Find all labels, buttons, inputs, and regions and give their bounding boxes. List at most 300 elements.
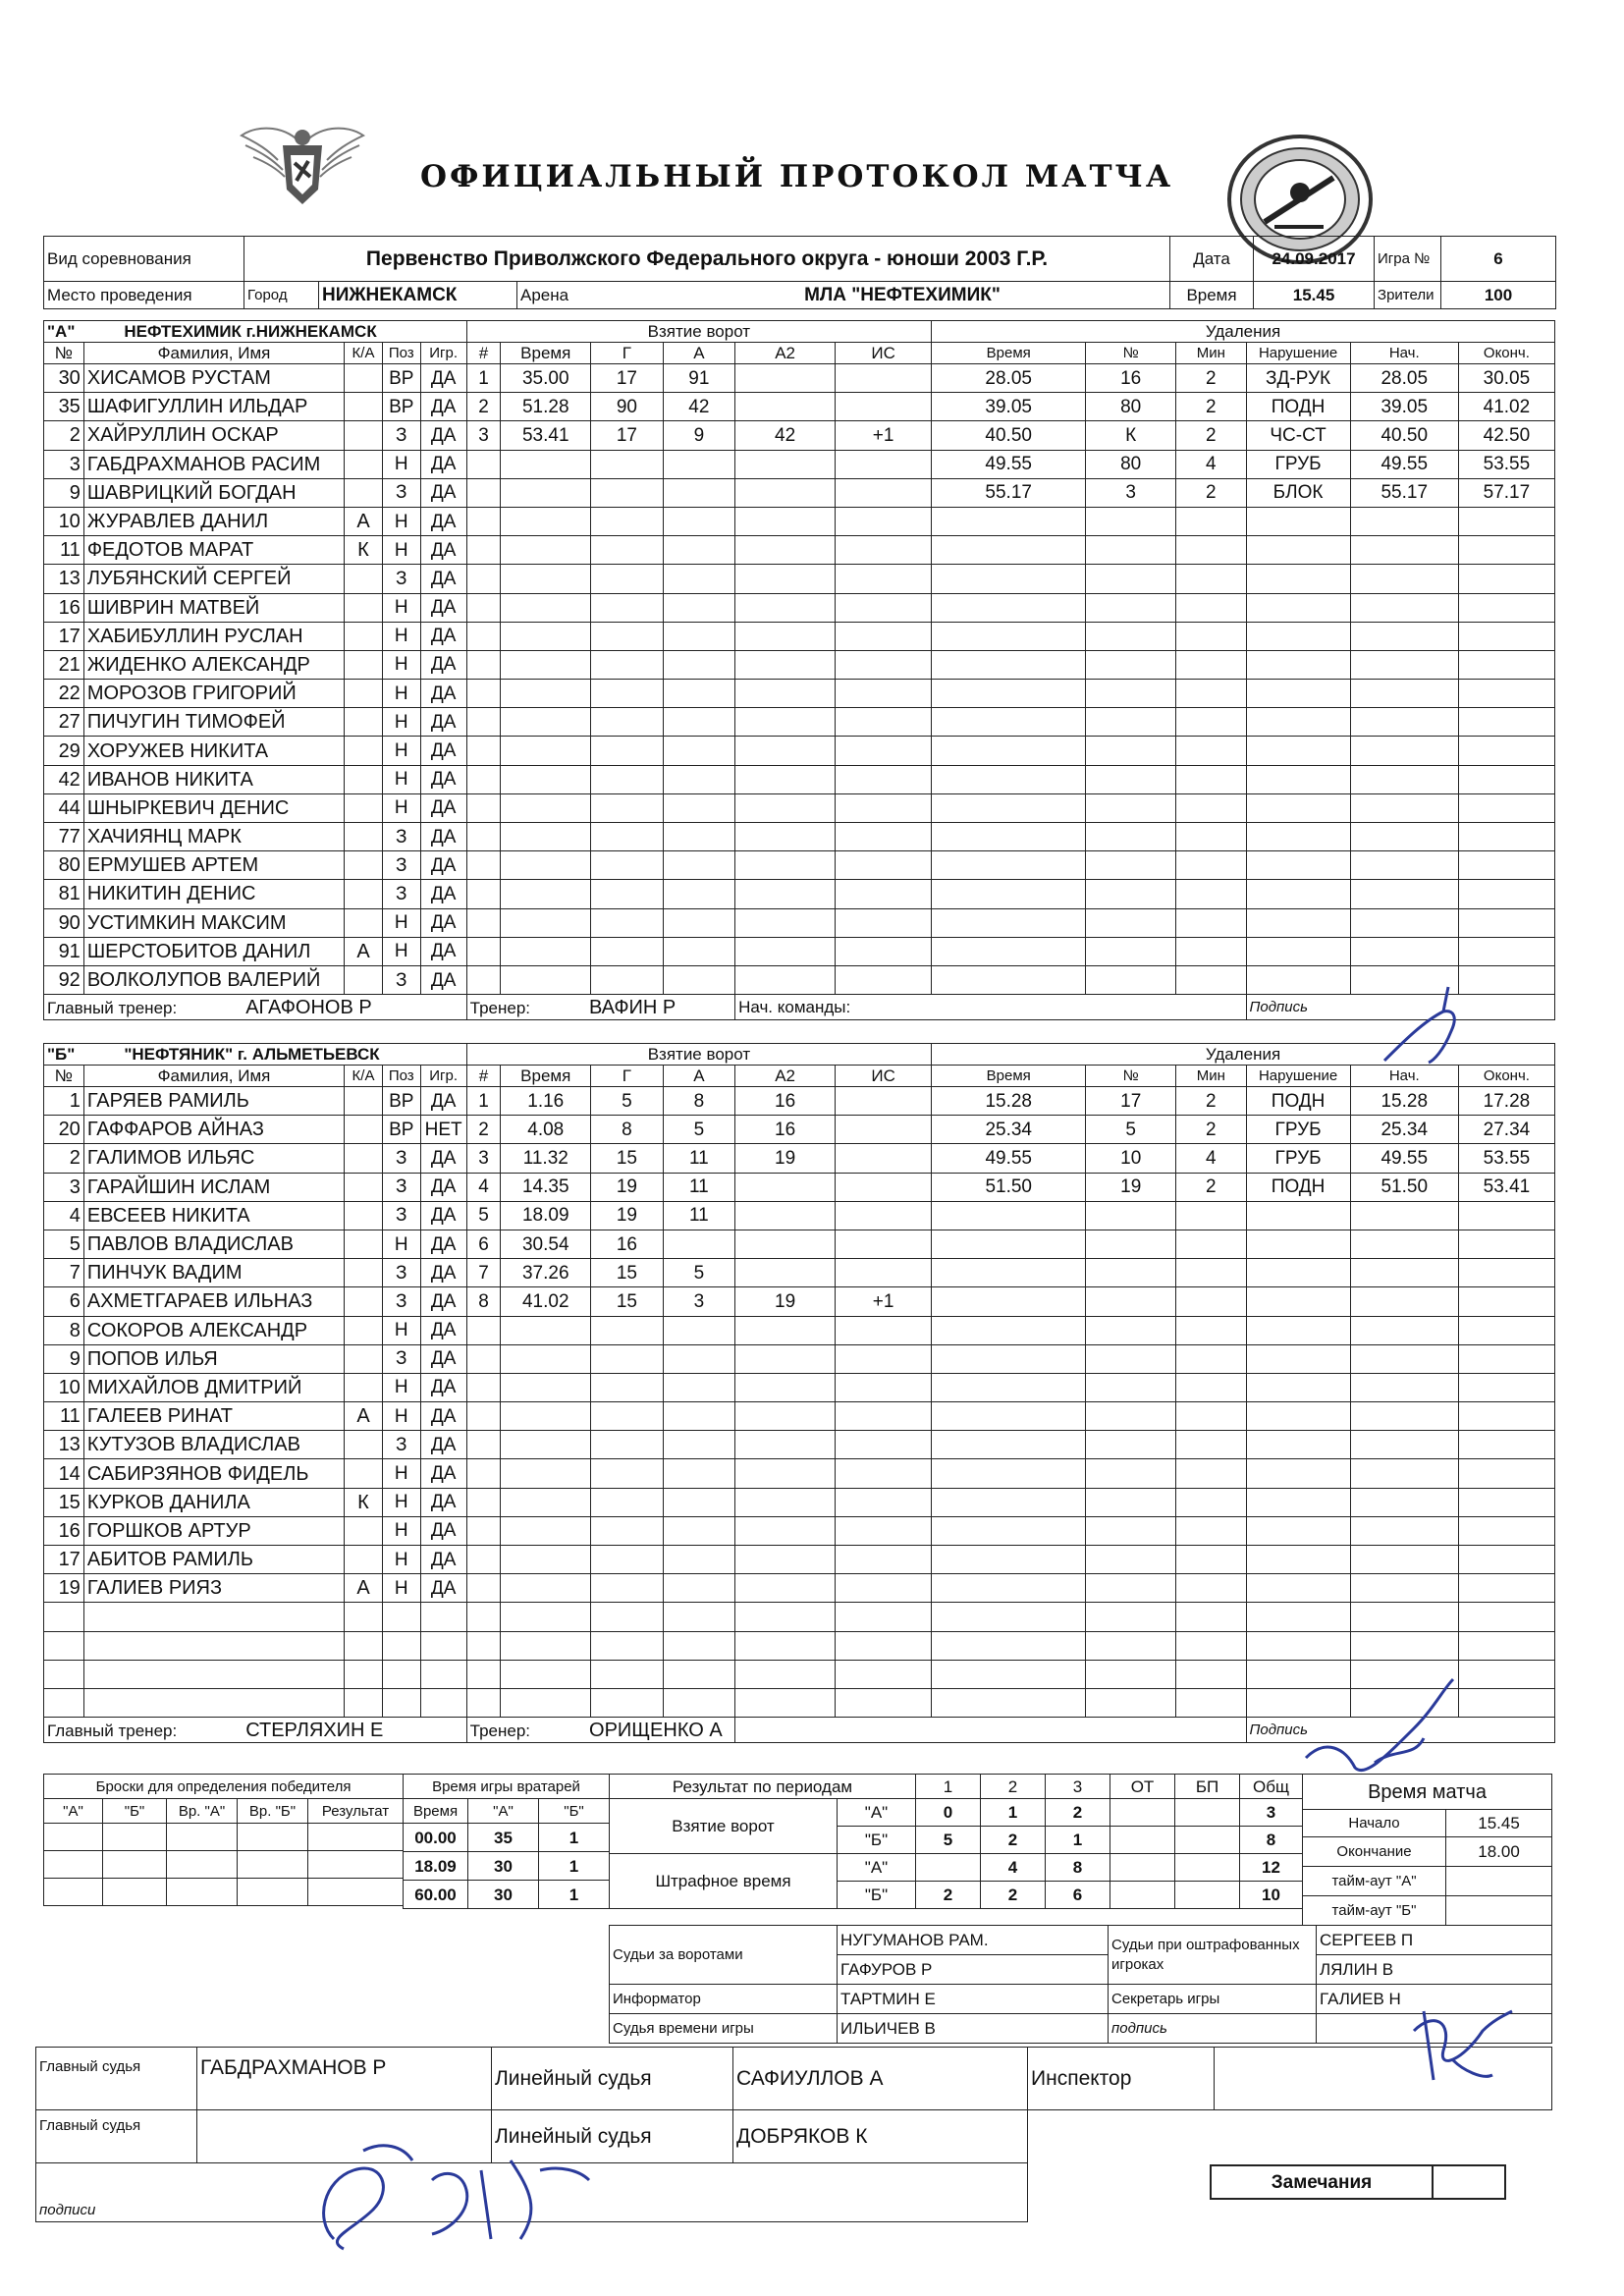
player-played: ДА: [420, 450, 466, 478]
period-value: 6: [1046, 1882, 1110, 1909]
teamA-col-g_a: А: [663, 343, 734, 364]
goal-assist2: 16: [735, 1087, 836, 1116]
venue-label: Место проведения: [44, 282, 244, 309]
player-number: 20: [44, 1116, 84, 1144]
goal-scorer: 19: [591, 1173, 663, 1201]
teamA-col-p_end: Оконч.: [1458, 343, 1554, 364]
player-name: ШНЫРКЕВИЧ ДЕНИС: [83, 793, 344, 822]
penalty-time: 51.50: [932, 1173, 1086, 1201]
player-position: ВР: [382, 393, 420, 421]
penalty-time: 49.55: [932, 1144, 1086, 1173]
player-position: Н: [382, 1230, 420, 1258]
player-number: 80: [44, 851, 84, 880]
player-name: ПИЧУГИН ТИМОФЕЙ: [83, 708, 344, 737]
player-role: [345, 1259, 383, 1287]
goal-time: 53.41: [501, 421, 591, 450]
player-number: 1: [44, 1087, 84, 1116]
signatures-label: подписи: [36, 2163, 1028, 2222]
table-row: [404, 1824, 610, 1852]
player-role: [345, 565, 383, 593]
team-a-section: [43, 320, 1555, 1020]
player-number: 19: [44, 1574, 84, 1603]
table-row: [44, 1287, 1555, 1316]
player-role: [345, 1116, 383, 1144]
table-row: [44, 1259, 1555, 1287]
inspector-table: [1027, 2047, 1552, 2110]
start-label: Начало: [1303, 1810, 1446, 1837]
player-name: ПАВЛОВ ВЛАДИСЛАВ: [83, 1230, 344, 1258]
goal-assist2: [735, 1201, 836, 1230]
period-value: 2: [1046, 1799, 1110, 1827]
player-played: ДА: [420, 478, 466, 507]
teamA-col-p_min: Мин: [1176, 343, 1246, 364]
shootout-table: [43, 1774, 404, 1906]
player-number: 35: [44, 393, 84, 421]
goalkeeper-time-table: [403, 1774, 610, 1909]
player-number: 4: [44, 1201, 84, 1230]
teamA-letter: "А": [47, 322, 76, 341]
player-role: [345, 1431, 383, 1459]
period-value: 12: [1240, 1854, 1303, 1882]
player-name: ГАБДРАХМАНОВ РАСИМ: [83, 450, 344, 478]
player-played: ДА: [420, 1316, 466, 1344]
player-role: [345, 1459, 383, 1488]
penalty-foul: ЧС-СТ: [1246, 421, 1350, 450]
table-row: [44, 1631, 1555, 1660]
player-number: 8: [44, 1316, 84, 1344]
goal-idx: 8: [466, 1287, 501, 1316]
player-position: Н: [382, 1316, 420, 1344]
player-name: ЕРМУШЕВ АРТЕМ: [83, 851, 344, 880]
period-value: 10: [1240, 1882, 1303, 1909]
timekeeper-label: Судья времени игры: [610, 2014, 838, 2044]
teamA-col-ka: К/А: [345, 343, 383, 364]
player-played: ДА: [420, 1488, 466, 1516]
date-label: Дата: [1170, 237, 1254, 282]
player-played: ДА: [420, 1574, 466, 1603]
goal-scorer: 8: [591, 1116, 663, 1144]
penalty-end: 30.05: [1458, 364, 1554, 393]
penalty-minutes: 4: [1176, 1144, 1246, 1173]
player-number: 16: [44, 1516, 84, 1545]
player-played: НЕТ: [420, 1116, 466, 1144]
goal-assist: 5: [663, 1259, 734, 1287]
penalty-foul: ПОДН: [1246, 1173, 1350, 1201]
player-number: 22: [44, 680, 84, 708]
player-name: ЕВСЕЕВ НИКИТА: [83, 1201, 344, 1230]
player-played: ДА: [420, 823, 466, 851]
player-number: 2: [44, 421, 84, 450]
player-role: [345, 478, 383, 507]
table-row: [44, 1116, 1555, 1144]
table-row: [44, 1373, 1555, 1401]
goal-assist: 3: [663, 1287, 734, 1316]
teamB-col-p_foul: Нарушение: [1246, 1066, 1350, 1087]
player-name: ГОРШКОВ АРТУР: [83, 1516, 344, 1545]
table-row: [44, 536, 1555, 565]
shootout-label: Броски для определения победителя: [44, 1775, 404, 1799]
player-position: З: [382, 1344, 420, 1373]
goal-idx: 3: [466, 421, 501, 450]
table-row: [44, 1660, 1555, 1688]
teamA-col-g_time: Время: [501, 343, 591, 364]
teamB-col-g_idx: #: [466, 1066, 501, 1087]
table-row: [44, 793, 1555, 822]
period-value: [1110, 1854, 1175, 1882]
player-name: ШИВРИН МАТВЕЙ: [83, 593, 344, 622]
table-row: [44, 565, 1555, 593]
player-name: ИВАНОВ НИКИТА: [83, 765, 344, 793]
goals-label: Взятие ворот: [610, 1799, 838, 1854]
player-position: З: [382, 823, 420, 851]
player-position: Н: [382, 536, 420, 565]
competition-label: Вид соревнования: [44, 237, 244, 282]
player-role: [345, 1316, 383, 1344]
player-number: 44: [44, 793, 84, 822]
player-role: [345, 364, 383, 393]
period-value: 2: [981, 1882, 1046, 1909]
teamB-grid: [43, 1043, 1555, 1743]
teamB-col-g_g: Г: [591, 1066, 663, 1087]
goal-time: 51.28: [501, 393, 591, 421]
goal-assist: 5: [663, 1116, 734, 1144]
teamB-col-p_min: Мин: [1176, 1066, 1246, 1087]
player-number: 9: [44, 478, 84, 507]
player-name: КУТУЗОВ ВЛАДИСЛАВ: [83, 1431, 344, 1459]
period-value: [1175, 1799, 1240, 1827]
player-position: З: [382, 880, 420, 908]
player-played: ДА: [420, 1287, 466, 1316]
player-number: 2: [44, 1144, 84, 1173]
player-position: Н: [382, 1488, 420, 1516]
penalty-start: 28.05: [1350, 364, 1458, 393]
goal-assist2: [735, 393, 836, 421]
period-value: 8: [1046, 1854, 1110, 1882]
player-played: ДА: [420, 1230, 466, 1258]
goal-judge-1: НУГУМАНОВ РАМ.: [838, 1926, 1109, 1955]
player-played: ДА: [420, 765, 466, 793]
goal-assist2: [735, 364, 836, 393]
penalty-minutes: 2: [1176, 1116, 1246, 1144]
arena-label: Арена: [520, 286, 569, 304]
goal-idx: 7: [466, 1259, 501, 1287]
end-label: Окончание: [1303, 1837, 1446, 1867]
period-value: [1110, 1882, 1175, 1909]
goalkeeper-cell: 1: [539, 1881, 610, 1909]
table-row: [44, 765, 1555, 793]
teamA-trainer: ВАФИН Р: [589, 996, 677, 1018]
player-name: ХАЧИЯНЦ МАРК: [83, 823, 344, 851]
teamA-chief-label: Нач. команды:: [735, 995, 1246, 1020]
player-played: ДА: [420, 851, 466, 880]
penalty-start: 15.28: [1350, 1087, 1458, 1116]
goal-time: 37.26: [501, 1259, 591, 1287]
table-row: [44, 507, 1555, 535]
teamB-letter: "Б": [47, 1045, 76, 1064]
player-name: ЖИДЕНКО АЛЕКСАНДР: [83, 650, 344, 679]
table-row: [44, 965, 1555, 994]
penalty-start: 49.55: [1350, 1144, 1458, 1173]
penalty-foul: ПОДН: [1246, 1087, 1350, 1116]
penalty-player: 5: [1086, 1116, 1176, 1144]
match-time-label: Время матча: [1303, 1775, 1552, 1810]
goal-idx: 6: [466, 1230, 501, 1258]
player-name: ХАЙРУЛЛИН ОСКАР: [83, 421, 344, 450]
goalkeeper-time-label: Время игры вратарей: [404, 1775, 610, 1799]
teamB-col-num: №: [44, 1066, 84, 1087]
informer-value: ТАРТМИН Е: [838, 1985, 1109, 2014]
player-role: [345, 1173, 383, 1201]
table-row: [44, 622, 1555, 650]
period-value: 1: [981, 1799, 1046, 1827]
penalty-time: 15.28: [932, 1087, 1086, 1116]
penalty-end: 41.02: [1458, 393, 1554, 421]
start-value: 15.45: [1446, 1810, 1552, 1837]
goal-situation: +1: [836, 421, 932, 450]
player-played: ДА: [420, 507, 466, 535]
teamA-col-g_g: Г: [591, 343, 663, 364]
player-number: 16: [44, 593, 84, 622]
player-number: 90: [44, 908, 84, 937]
player-position: Н: [382, 593, 420, 622]
goal-idx: 2: [466, 1116, 501, 1144]
player-role: А: [345, 937, 383, 965]
federation-emblem: [234, 116, 371, 214]
teamA-sign-label: Подпись: [1246, 995, 1554, 1020]
player-number: 7: [44, 1259, 84, 1287]
player-name: ВОЛКОЛУПОВ ВАЛЕРИЙ: [83, 965, 344, 994]
player-played: ДА: [420, 1173, 466, 1201]
teamA-col-played: Игр.: [420, 343, 466, 364]
player-played: ДА: [420, 1373, 466, 1401]
player-position: Н: [382, 1516, 420, 1545]
teamB-col-g_is: ИС: [836, 1066, 932, 1087]
table-row: [44, 478, 1555, 507]
table-row: [44, 1574, 1555, 1603]
goal-assist2: 19: [735, 1287, 836, 1316]
player-played: ДА: [420, 937, 466, 965]
teamA-trainer-label: Тренер:: [469, 998, 530, 1017]
goalkeeper-col: "А": [468, 1799, 539, 1824]
penalty-time: 55.17: [932, 478, 1086, 507]
player-position: З: [382, 478, 420, 507]
timeout-a-label: тайм-аут "А": [1303, 1867, 1446, 1896]
player-role: К: [345, 1488, 383, 1516]
secretary-sign-label: подпись: [1109, 2014, 1317, 2044]
game-number-label: Игра №: [1375, 237, 1441, 282]
goal-assist: 11: [663, 1173, 734, 1201]
penalty-time: 25.34: [932, 1116, 1086, 1144]
goalkeeper-cell: 30: [468, 1852, 539, 1881]
penalty-end: 17.28: [1458, 1087, 1554, 1116]
period-value: [1175, 1882, 1240, 1909]
player-name: ГАРАЙШИН ИСЛАМ: [83, 1173, 344, 1201]
player-role: [345, 393, 383, 421]
player-played: ДА: [420, 880, 466, 908]
goal-assist: 8: [663, 1087, 734, 1116]
teamA-col-num: №: [44, 343, 84, 364]
goalkeeper-cell: 30: [468, 1881, 539, 1909]
teamB-col-p_start: Нач.: [1350, 1066, 1458, 1087]
penalty-foul: ГРУБ: [1246, 1116, 1350, 1144]
player-played: ДА: [420, 565, 466, 593]
table-row: [44, 823, 1555, 851]
player-played: ДА: [420, 1201, 466, 1230]
goal-scorer: 90: [591, 393, 663, 421]
goalkeeper-cell: 35: [468, 1824, 539, 1852]
player-played: ДА: [420, 1087, 466, 1116]
penalty-time: 49.55: [932, 450, 1086, 478]
player-played: ДА: [420, 1344, 466, 1373]
penalty-end: 53.41: [1458, 1173, 1554, 1201]
player-name: САБИРЗЯНОВ ФИДЕЛЬ: [83, 1459, 344, 1488]
teamB-penalties-header: Удаления: [932, 1044, 1555, 1066]
goal-scorer: 5: [591, 1087, 663, 1116]
player-position: З: [382, 1173, 420, 1201]
player-role: А: [345, 507, 383, 535]
player-position: З: [382, 565, 420, 593]
table-row: [44, 1546, 1555, 1574]
penalty-minutes: 2: [1176, 393, 1246, 421]
player-number: 14: [44, 1459, 84, 1488]
goal-situation: +1: [836, 1287, 932, 1316]
player-position: З: [382, 1201, 420, 1230]
player-name: ШАВРИЦКИЙ БОГДАН: [83, 478, 344, 507]
period-col: 3: [1046, 1775, 1110, 1799]
goal-assist2: [735, 1173, 836, 1201]
player-position: З: [382, 1431, 420, 1459]
player-name: ХОРУЖЕВ НИКИТА: [83, 737, 344, 765]
period-value: [1110, 1827, 1175, 1854]
goal-judges-label: Судьи за воротами: [610, 1926, 838, 1985]
goal-scorer: 15: [591, 1287, 663, 1316]
table-row: [44, 937, 1555, 965]
goal-time: 35.00: [501, 364, 591, 393]
periods-label: Результат по периодам: [610, 1775, 916, 1799]
player-position: Н: [382, 622, 420, 650]
table-row: [44, 1488, 1555, 1516]
linesman-2: ДОБРЯКОВ К: [733, 2110, 1028, 2163]
referees-table: [35, 2047, 1028, 2222]
penalty-minutes: 2: [1176, 478, 1246, 507]
teamA-col-g_is: ИС: [836, 343, 932, 364]
player-number: 77: [44, 823, 84, 851]
player-role: [345, 1344, 383, 1373]
player-position: Н: [382, 650, 420, 679]
goal-assist: 42: [663, 393, 734, 421]
player-played: ДА: [420, 364, 466, 393]
player-position: Н: [382, 680, 420, 708]
goal-time: 41.02: [501, 1287, 591, 1316]
player-position: Н: [382, 937, 420, 965]
player-number: 27: [44, 708, 84, 737]
goal-time: 18.09: [501, 1201, 591, 1230]
teamA-col-g_idx: #: [466, 343, 501, 364]
penalty-minutes: 2: [1176, 1087, 1246, 1116]
player-played: ДА: [420, 908, 466, 937]
teamA-col-name: Фамилия, Имя: [83, 343, 344, 364]
teamA-col-g_a2: А2: [735, 343, 836, 364]
penalty-start: 51.50: [1350, 1173, 1458, 1201]
goal-time: 1.16: [501, 1087, 591, 1116]
goal-time: 30.54: [501, 1230, 591, 1258]
goal-idx: 4: [466, 1173, 501, 1201]
penalty-start: 39.05: [1350, 393, 1458, 421]
penalty-end: 42.50: [1458, 421, 1554, 450]
player-position: Н: [382, 1574, 420, 1603]
penalty-player: 17: [1086, 1087, 1176, 1116]
period-value: 4: [981, 1854, 1046, 1882]
player-role: [345, 708, 383, 737]
period-col: БП: [1175, 1775, 1240, 1799]
player-number: 11: [44, 536, 84, 565]
player-position: ВР: [382, 1087, 420, 1116]
period-col: 2: [981, 1775, 1046, 1799]
player-name: ХАБИБУЛЛИН РУСЛАН: [83, 622, 344, 650]
player-role: [345, 622, 383, 650]
teamA-col-p_time: Время: [932, 343, 1086, 364]
player-played: ДА: [420, 622, 466, 650]
teamB-col-p_num: №: [1086, 1066, 1176, 1087]
document-title: ОФИЦИАЛЬНЫЙ ПРОТОКОЛ МАТЧА: [420, 159, 1174, 194]
goal-situation: [836, 1259, 932, 1287]
player-number: 5: [44, 1230, 84, 1258]
goalkeeper-cell: 00.00: [404, 1824, 468, 1852]
player-position: Н: [382, 1373, 420, 1401]
player-position: З: [382, 421, 420, 450]
player-played: ДА: [420, 393, 466, 421]
match-info-table: [43, 236, 1556, 309]
penalty-foul: ГРУБ: [1246, 450, 1350, 478]
penalty-player: 3: [1086, 478, 1176, 507]
period-team: "А": [838, 1854, 916, 1882]
table-row: [44, 1087, 1555, 1116]
table-row: [44, 680, 1555, 708]
period-col: ОТ: [1110, 1775, 1175, 1799]
player-position: Н: [382, 450, 420, 478]
table-row: [44, 364, 1555, 393]
period-team: "Б": [838, 1882, 916, 1909]
player-name: ФЕДОТОВ МАРАТ: [83, 536, 344, 565]
player-role: А: [345, 1402, 383, 1431]
table-row: [44, 593, 1555, 622]
penalty-start: 25.34: [1350, 1116, 1458, 1144]
player-position: Н: [382, 908, 420, 937]
player-played: ДА: [420, 1431, 466, 1459]
table-row: [44, 1230, 1555, 1258]
penalty-foul: БЛОК: [1246, 478, 1350, 507]
goal-time: 14.35: [501, 1173, 591, 1201]
player-played: ДА: [420, 650, 466, 679]
player-played: ДА: [420, 737, 466, 765]
teamB-col-played: Игр.: [420, 1066, 466, 1087]
arena-value: МЛА "НЕФТЕХИМИК": [804, 285, 1001, 305]
player-role: [345, 1144, 383, 1173]
player-played: ДА: [420, 1144, 466, 1173]
goal-assist: 9: [663, 421, 734, 450]
table-row: [610, 1799, 1303, 1827]
goal-situation: [836, 1144, 932, 1173]
player-number: 29: [44, 737, 84, 765]
main-referee-label-1: Главный судья: [36, 2048, 197, 2110]
goal-assist2: [735, 1230, 836, 1258]
goalkeeper-col: "Б": [539, 1799, 610, 1824]
penalty-player: 16: [1086, 364, 1176, 393]
penalty-player: 10: [1086, 1144, 1176, 1173]
player-name: ЖУРАВЛЕВ ДАНИЛ: [83, 507, 344, 535]
time-label: Время: [1170, 282, 1254, 309]
penalty-minutes: 2: [1176, 421, 1246, 450]
